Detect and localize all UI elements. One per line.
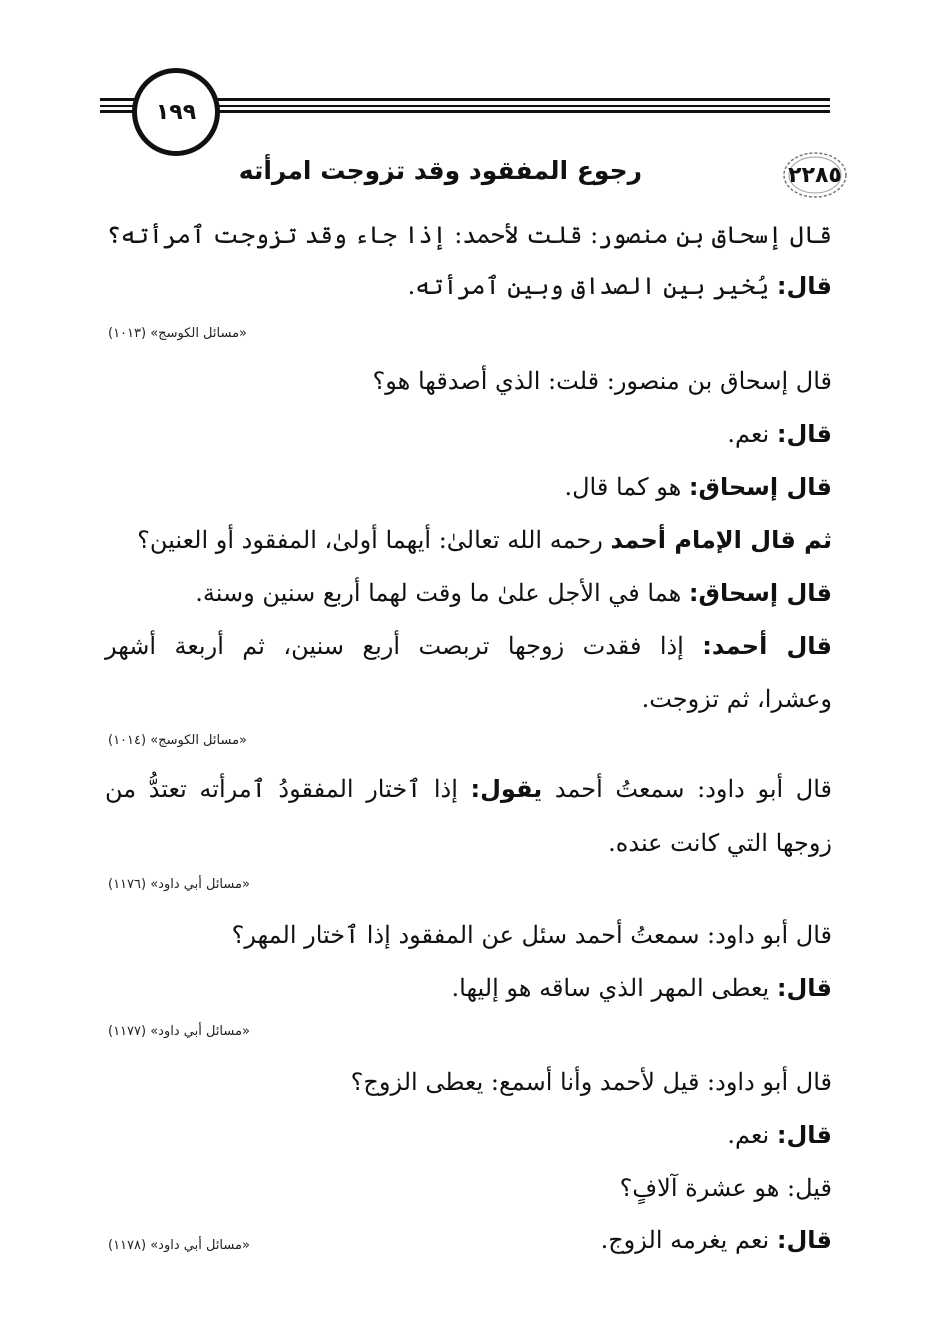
speaker-label: يقول: xyxy=(470,775,543,803)
line-text: قال أبو داود: قيل لأحمد وأنا أسمع: يعطى الزوج؟ xyxy=(350,1068,832,1096)
text-line xyxy=(105,771,832,807)
text-line xyxy=(137,522,832,558)
text-line xyxy=(601,1222,832,1258)
speaker-label: قال: xyxy=(776,1226,832,1254)
speaker-label: قال إسحاق: xyxy=(688,473,832,501)
section-title: رجوع المفقود وقد تزوجت امرأته xyxy=(238,156,642,185)
line-text: زوجها التي كانت عنده. xyxy=(608,829,832,857)
line-text: نعم. xyxy=(727,1121,777,1149)
line-text: نعم. xyxy=(727,420,777,448)
line-text: قال إسحاق بن منصور: قلت: الذي أصدقها هو؟ xyxy=(372,367,832,395)
section-number-badge xyxy=(782,150,848,200)
text-line xyxy=(107,217,832,253)
text-line xyxy=(408,268,832,304)
speaker-label: قال: xyxy=(776,272,832,300)
line-text: قال أبو داود: سمعتُ أحمد سئل عن المفقود إذا ٱختار المهر؟ xyxy=(231,921,832,949)
text-line xyxy=(642,681,832,717)
text-line xyxy=(105,628,832,664)
source-citation: «مسائل أبي داود» (١١٧٧) xyxy=(108,1024,250,1039)
line-text: رحمه الله تعالىٰ: أيهما أولىٰ، المفقود أو العنين؟ xyxy=(137,526,611,554)
line-text: قال إسحاق بن منصور: قلت لأحمد: إذا جاء وقد تزوجت ٱمرأته؟ xyxy=(106,221,832,249)
page-number: ١٩٩ xyxy=(132,68,220,156)
section-number: ٢٢٨٥ xyxy=(788,162,842,188)
source-citation: «مسائل أبي داود» (١١٧٨) xyxy=(108,1238,250,1253)
speaker-label: ثم قال الإمام أحمد xyxy=(610,526,832,554)
text-line xyxy=(373,363,832,399)
source-citation: «مسائل الكوسج» (١٠١٣) xyxy=(108,326,247,341)
text-line xyxy=(727,416,832,452)
line-text: قيل: هو عشرة آلافٍ؟ xyxy=(619,1174,832,1202)
speaker-label: قال أحمد: xyxy=(702,632,833,660)
line-text: يعطى المهر الذي ساقه هو إليها. xyxy=(451,974,777,1002)
text-line xyxy=(232,917,832,953)
line-text: هما في الأجل علىٰ ما وقت لهما أربع سنين وسنة. xyxy=(195,579,689,607)
source-citation: «مسائل الكوسج» (١٠١٤) xyxy=(108,733,247,748)
text-line xyxy=(195,575,832,611)
line-text: هو كما قال. xyxy=(564,473,689,501)
line-text: إذا فقدت زوجها تربصت أربع سنين، ثم أربعة أشهر xyxy=(105,632,703,660)
text-line xyxy=(564,469,832,505)
speaker-label: قال: xyxy=(776,974,832,1002)
speaker-label: قال: xyxy=(776,1121,832,1149)
line-text: يُخير بين الصداق وبين ٱمرأته. xyxy=(407,272,777,300)
text-line xyxy=(620,1170,832,1206)
text-line xyxy=(452,970,832,1006)
speaker-label: قال: xyxy=(776,420,832,448)
line-text: نعم يغرمه الزوج. xyxy=(600,1226,777,1254)
text-line xyxy=(351,1064,832,1100)
line-text: وعشرا، ثم تزوجت. xyxy=(641,685,832,713)
source-citation: «مسائل أبي داود» (١١٧٦) xyxy=(108,877,250,892)
line-text: قال أبو داود: سمعتُ أحمد xyxy=(542,775,833,803)
speaker-label: قال إسحاق: xyxy=(688,579,832,607)
text-line xyxy=(727,1117,832,1153)
text-line xyxy=(608,825,832,861)
line-text: إذا ٱختار المفقودُ ٱمرأته تعتدُّ من xyxy=(105,775,471,803)
